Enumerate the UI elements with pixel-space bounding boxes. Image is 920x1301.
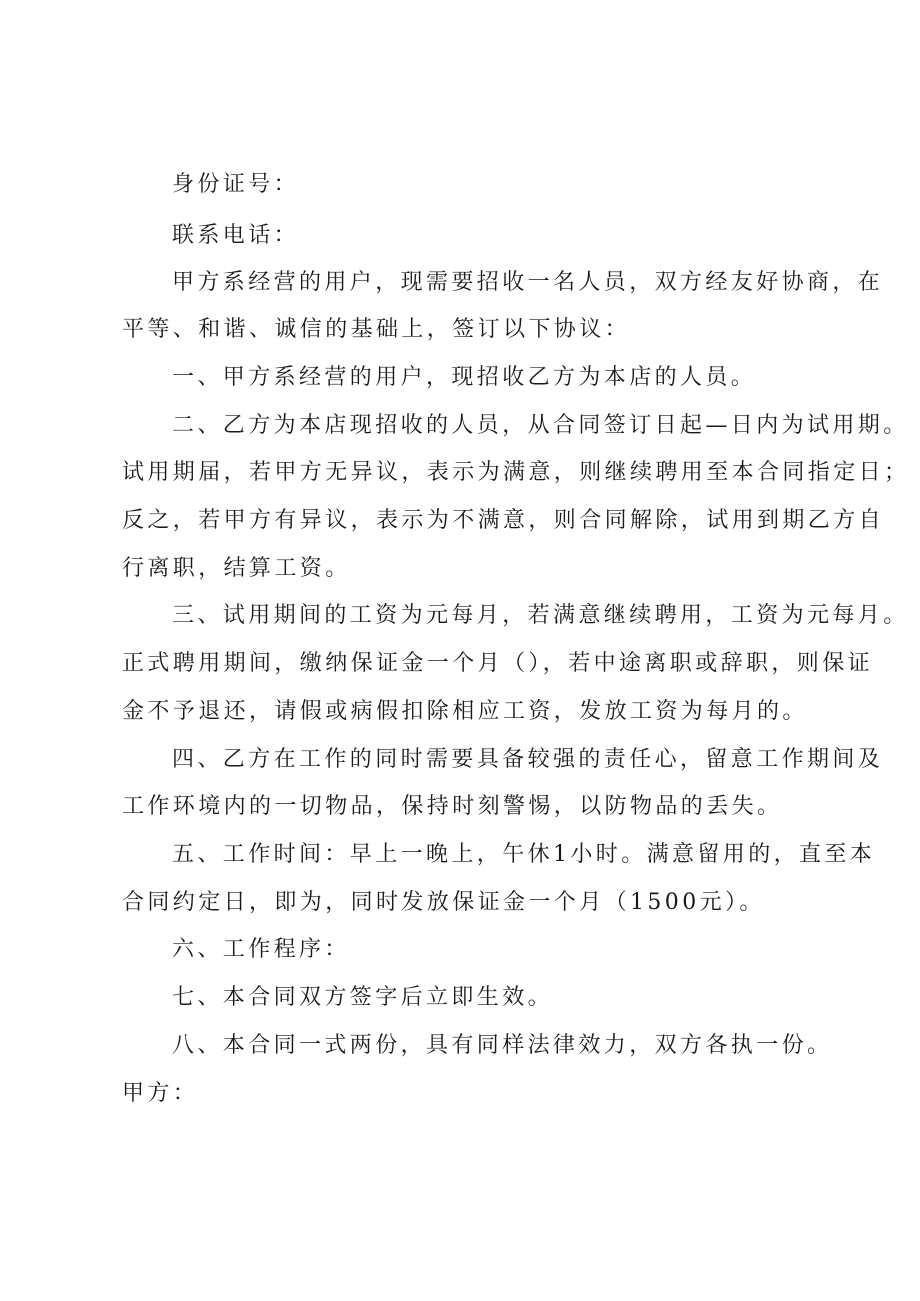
clause-5-line-1: 五、工作时间：早上一晚上，午休1小时。满意留用的，直至本	[172, 842, 876, 867]
phone-label: 联系电话：	[172, 223, 300, 248]
clause-5-line-2: 合同约定日，即为，同时发放保证金一个月（1500元）。	[122, 890, 765, 915]
clause-2-line-2: 试用期届，若甲方无异议，表示为满意，则继续聘用至本合同指定日；	[122, 460, 910, 485]
clause-4-line-2: 工作环境内的一切物品，保持时刻警惕，以防物品的丢失。	[122, 794, 783, 819]
clause-7: 七、本合同双方签字后立即生效。	[172, 985, 554, 1010]
clause-1: 一、甲方系经营的用户，现招收乙方为本店的人员。	[172, 365, 757, 390]
clause-2-line-1: 二、乙方为本店现招收的人员，从合同签订日起—日内为试用期。	[172, 413, 909, 438]
clause-2-line-3: 反之，若甲方有异议，表示为不满意，则合同解除，试用到期乙方自	[122, 508, 885, 533]
party-a-signature-label: 甲方：	[122, 1081, 199, 1106]
clause-3-line-3: 金不予退还，请假或病假扣除相应工资，发放工资为每月的。	[122, 699, 808, 724]
paragraph-intro-line-2: 平等、和谐、诚信的基础上，签订以下协议：	[122, 317, 631, 342]
id-number-label: 身份证号：	[172, 172, 300, 197]
clause-3-line-1: 三、试用期间的工资为元每月，若满意继续聘用，工资为元每月。	[172, 603, 909, 628]
clause-2-line-4: 行离职，结算工资。	[122, 556, 351, 581]
paragraph-intro-line-1: 甲方系经营的用户，现需要招收一名人员，双方经友好协商，在	[172, 270, 884, 295]
clause-3-line-2: 正式聘用期间，缴纳保证金一个月（），若中途离职或辞职，则保证	[122, 651, 874, 676]
clause-8: 八、本合同一式两份，具有同样法律效力，双方各执一份。	[172, 1033, 833, 1058]
clause-6: 六、工作程序：	[172, 937, 350, 962]
clause-4-line-1: 四、乙方在工作的同时需要具备较强的责任心，留意工作期间及	[172, 747, 884, 772]
